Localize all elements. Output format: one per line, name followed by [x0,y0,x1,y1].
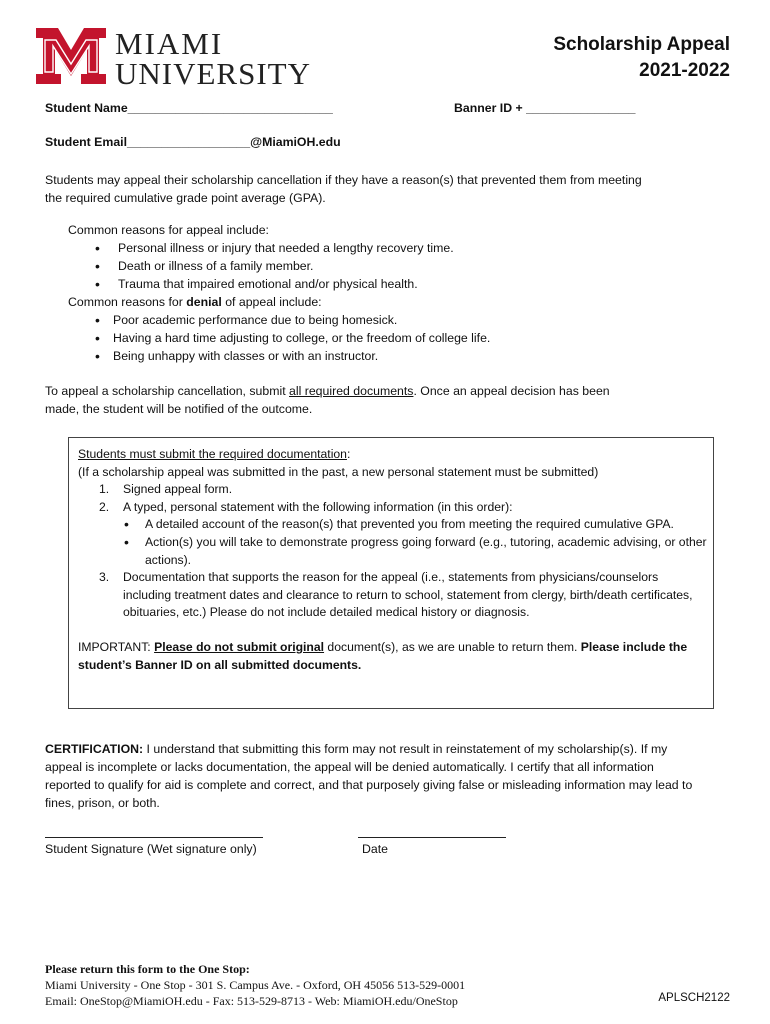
box-heading-colon: : [346,447,351,461]
footer-contact: Email: OneStop@MiamiOH.edu - Fax: 513-529-8713 - Web: MiamiOH.edu/OneStop [45,994,458,1008]
list-item: • Trauma that impaired emotional and/or physical health. [68,275,728,293]
student-email-field[interactable]: Student Email__________________@MiamiOH.edu [45,135,341,149]
certification-text: I understand that submitting this form may not result in reinstatement of my scholarship(s). If my appeal is incomplete or lacks documentation, the appeal will be denied automatically. I certify that all information reported to qualify for aid is complete and correct, and that purposely giving false or misleading information may lead to fines, prison, or both. [45,742,693,810]
list-item [78,499,708,517]
list-item: • Poor academic performance due to being homesick. [68,311,728,329]
form-title-main: Scholarship Appeal [553,34,730,55]
list-item [78,481,708,499]
logo-line-miami: MIAMI [115,26,224,61]
box-note: (If a scholarship appeal was submitted in the past, a new personal statement must be submitted) [78,464,599,479]
item-text: Signed appeal form. [123,482,233,497]
important-mid: document(s), as we are unable to return them. [324,639,581,654]
student-signature-line[interactable] [45,837,263,838]
denial-heading-suffix: of appeal include: [221,295,322,309]
certification-paragraph [45,740,695,812]
personal-statement-sublist [78,516,708,569]
list-item: • Death or illness of a family member. [68,257,728,275]
box-heading [78,446,708,464]
footer-address: Miami University - One Stop - 301 S. Campus Ave. - Oxford, OH 45056 513-529-0001 [45,978,466,992]
list-item: • Action(s) you will take to demonstrate progress going forward (e.g., tutoring, academic advising, or other actions). [78,534,708,569]
date-line[interactable] [358,837,506,838]
item-number: 2. [99,499,110,514]
list-item: • A detailed account of the reason(s) that prevented you from meeting the required cumulative GPA. [78,516,708,534]
certification-label: CERTIFICATION: [45,742,144,756]
appeal-paragraph [45,382,645,418]
footer [45,961,465,1009]
date-label: Date [362,842,388,856]
required-documents-link: all required documents [289,384,414,398]
reasons-section [68,221,728,365]
required-documentation-box [68,437,714,709]
student-signature-label: Student Signature (Wet signature only) [45,842,257,856]
box-heading-text: Students must submit the required documentation [78,447,347,461]
denial-heading-prefix: Common reasons for [68,295,187,309]
important-banner-id-note: Please include the student’s Banner ID on all submitted documents. [78,639,688,672]
denial-word: denial [186,295,222,309]
miami-logo-icon [36,28,106,84]
student-name-field[interactable]: Student Name______________________________ [45,101,333,115]
item-text: Documentation that supports the reason for the appeal (i.e., statements from physicians/counselors including treatment dates and clearance to return to school, statement from clergy, birth/death certificates, obituaries, etc.) Please do not include detailed medical history or diagnosis. [123,570,693,620]
important-label: IMPORTANT: [78,639,155,654]
documentation-list [78,481,708,516]
reasons-heading: Common reasons for appeal include: [68,223,269,237]
item-number: 1. [99,482,110,497]
denial-reasons-list [68,311,728,365]
footer-return-note: Please return this form to the One Stop: [45,962,250,976]
list-item [78,569,708,622]
important-original-warning: Please do not submit original [154,639,325,654]
university-wordmark [115,28,311,89]
list-item: • Personal illness or injury that needed a lengthy recovery time. [68,239,728,257]
logo-line-university: UNIVERSITY [115,56,311,91]
intro-paragraph: Students may appeal their scholarship cancellation if they have a reason(s) that prevented them from meeting the required cumulative grade point average (GPA). [45,173,642,205]
item-number: 3. [99,570,110,585]
documentation-list-continued [78,569,708,622]
reasons-list [68,239,728,293]
item-text: A typed, personal statement with the following information (in this order): [123,499,513,514]
denial-heading [68,293,728,311]
form-title [553,32,730,84]
appeal-text-suffix: . Once an appeal decision has been made, the student will be notified of the outcome. [45,384,610,416]
important-notice [78,639,708,674]
banner-id-field[interactable]: Banner ID + ________________ [454,101,636,115]
list-item: • Having a hard time adjusting to college, or the freedom of college life. [68,329,728,347]
appeal-text-prefix: To appeal a scholarship cancellation, submit [45,384,290,398]
form-code: APLSCH2122 [658,992,730,1004]
list-item: • Being unhappy with classes or with an instructor. [68,347,728,365]
form-title-year: 2021-2022 [639,60,730,81]
